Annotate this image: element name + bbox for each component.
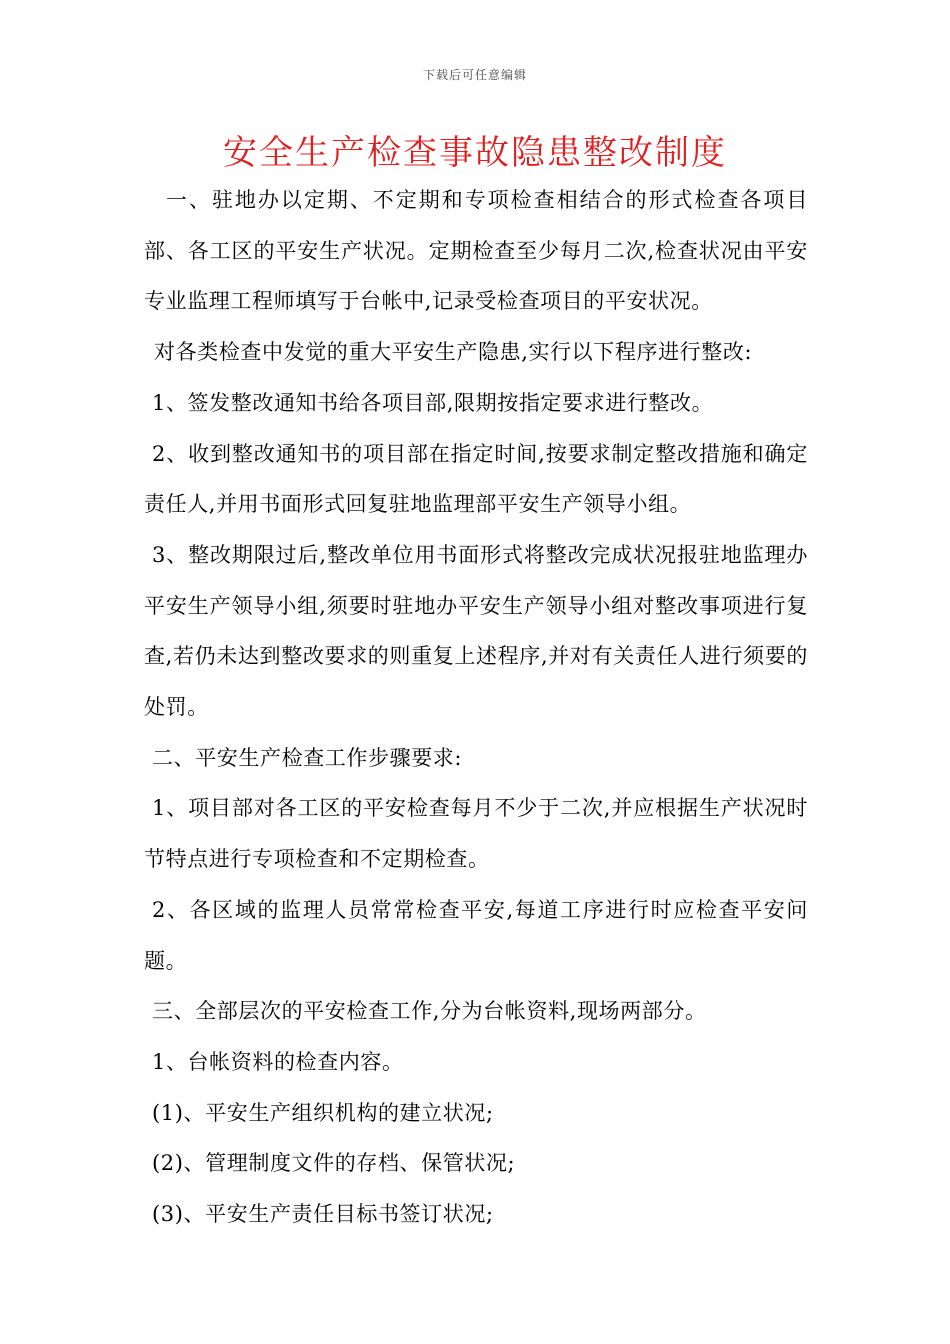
paragraph-sub-item-2: (2)、管理制度文件的存档、保管状况; bbox=[152, 1151, 516, 1176]
paragraph-sub-item-3: (3)、平安生产责任目标书签订状况; bbox=[152, 1202, 494, 1227]
paragraph-step-1: 1、签发整改通知书给各项目部,限期按指定要求进行整改。 bbox=[152, 390, 714, 415]
paragraph-hazard-procedure: 对各类检查中发觉的重大平安生产隐患,实行以下程序进行整改: bbox=[154, 340, 753, 365]
download-note: 下载后可任意编辑 bbox=[422, 68, 527, 82]
paragraph-section-3-item-1: 1、台帐资料的检查内容。 bbox=[152, 1049, 404, 1074]
paragraph-step-3: 3、整改期限过后,整改单位用书面形式将整改完成状况报驻地监理办平安生产领导小组,须要时驻地办平安生产领导小组对整改事项进行复查,若仍未达到整改要求的则重复上述程序,并对有关责任人进行须要的处罚。 bbox=[144, 542, 808, 720]
paragraph-step-2: 2、收到整改通知书的项目部在指定时间,按要求制定整改措施和确定责任人,并用书面形式回复驻地监理部平安生产领导小组。 bbox=[144, 441, 808, 517]
paragraph-section-3: 三、全部层次的平安检查工作,分为台帐资料,现场两部分。 bbox=[152, 999, 707, 1024]
document-title: 安全生产检查事故隐患整改制度 bbox=[223, 133, 727, 173]
paragraph-section-2-item-2: 2、各区域的监理人员常常检查平安,每道工序进行时应检查平安问题。 bbox=[144, 897, 808, 973]
paragraph-sub-item-1: (1)、平安生产组织机构的建立状况; bbox=[152, 1100, 494, 1125]
document-body bbox=[144, 175, 808, 1240]
paragraph-section-1: 一、驻地办以定期、不定期和专项检查相结合的形式检查各项目部、各工区的平安生产状况。定期检查至少每月二次,检查状况由平安专业监理工程师填写于台帐中,记录受检查项目的平安状况。 bbox=[144, 188, 808, 314]
paragraph-section-2: 二、平安生产检查工作步骤要求: bbox=[152, 745, 463, 770]
paragraph-section-2-item-1: 1、项目部对各工区的平安检查每月不少于二次,并应根据生产状况时节特点进行专项检查和不定期检查。 bbox=[144, 796, 808, 872]
